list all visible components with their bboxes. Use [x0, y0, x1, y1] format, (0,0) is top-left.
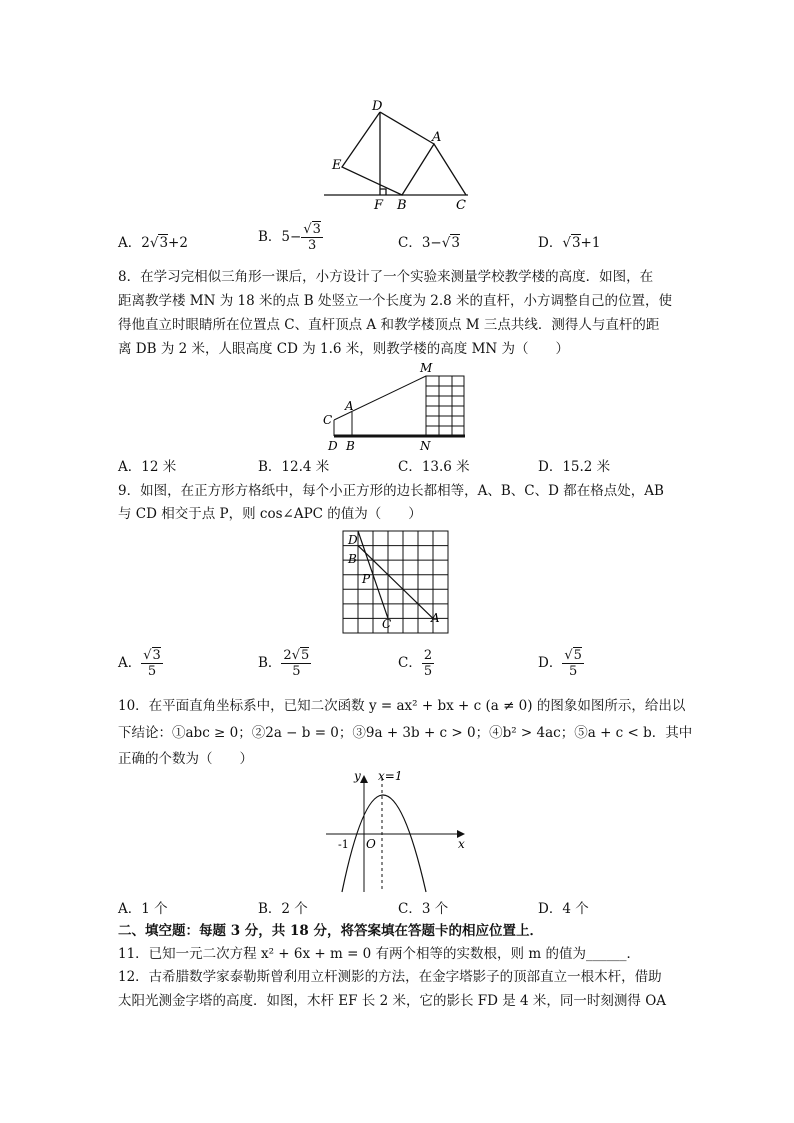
- section-2-heading: 二、填空题：每题 3 分，共 18 分，将答案填在答题卡的相应位置上．: [118, 923, 543, 939]
- label-d: D: [328, 439, 338, 453]
- q12-line-1: 12．古希腊数学家泰勒斯曾利用立杆测影的方法，在金字塔影子的顶部直立一根木杆，借助: [118, 969, 662, 985]
- label-a: A: [345, 399, 354, 413]
- label-d: D: [348, 533, 358, 547]
- q9-option-a: A． $\frac{√3}{5}$: [118, 648, 161, 679]
- q10-line-3: 正确的个数为（ ）: [118, 751, 253, 767]
- q7-option-a: A．2√3+2: [118, 235, 188, 251]
- label-b: B: [348, 552, 357, 566]
- label-c: C: [456, 198, 466, 213]
- label-b: B: [346, 439, 355, 453]
- q10-line-2: 下结论：①abc ≥ 0；②2a − b = 0；③9a + 3b + c > 0；④b² > 4ac；⑤a + c < b．其中: [118, 725, 693, 741]
- label-o: O: [366, 837, 376, 851]
- q7-option-d: D．√3+1: [538, 235, 601, 251]
- label-m: M: [420, 361, 433, 375]
- q8-option-a: A．12 米: [118, 459, 177, 475]
- q10-figure: [322, 768, 472, 898]
- label-c: C: [382, 617, 392, 631]
- label-a: A: [432, 130, 442, 145]
- label-b: B: [397, 198, 407, 213]
- q8-line-2: 距离教学楼 MN 为 18 米的点 B 处竖立一个长度为 2.8 米的直杆，小方调整自己的位置，使: [118, 293, 673, 309]
- q8-line-4: 离 DB 为 2 米，人眼高度 CD 为 1.6 米，则教学楼的高度 MN 为（ ）: [118, 341, 570, 357]
- label-c: C: [323, 413, 333, 427]
- q8-figure: [318, 360, 470, 454]
- label-f: F: [374, 198, 384, 213]
- label-y: y: [354, 769, 361, 783]
- q9-option-d: D． $\frac{√5}{5}$: [538, 648, 582, 679]
- label-e: E: [332, 158, 342, 173]
- q9-option-c: C． $\frac{2}{5}$: [398, 648, 433, 679]
- label-n: N: [420, 439, 431, 453]
- q10-option-c: C．3 个: [398, 901, 449, 917]
- label-d: D: [372, 99, 383, 114]
- q11-text: 11．已知一元二次方程 x² + 6x + m = 0 有两个相等的实数根，则 m 的值为______．: [118, 946, 640, 962]
- label-x: x: [458, 837, 465, 851]
- label-p: P: [362, 572, 371, 586]
- label-x-eq-1: x=1: [378, 769, 403, 783]
- q9-option-b: B． $\frac{2√5}{5}$: [258, 648, 310, 679]
- q9-line-1: 9．如图，在正方形方格纸中，每个小正方形的边长都相等，A、B、C、D 都在格点处，AB: [118, 483, 664, 499]
- q7-figure: [320, 95, 480, 213]
- q10-option-d: D．4 个: [538, 901, 589, 917]
- q8-option-d: D．15.2 米: [538, 459, 611, 475]
- q8-line-3: 得他直立时眼睛所在位置点 C、直杆顶点 A 和教学楼顶点 M 三点共线．测得人与直杆的距: [118, 317, 660, 333]
- q10-option-a: A．1 个: [118, 901, 168, 917]
- q7-option-c: C．3−√3: [398, 235, 460, 251]
- q8-option-b: B．12.4 米: [258, 459, 330, 475]
- q10-line-1: 10．在平面直角坐标系中，已知二次函数 y = ax² + bx + c (a ≠ 0) 的图象如图所示，给出以: [118, 698, 686, 714]
- label-a: A: [431, 611, 440, 625]
- q8-option-c: C．13.6 米: [398, 459, 470, 475]
- q10-option-b: B．2 个: [258, 901, 308, 917]
- q12-line-2: 太阳光测金字塔的高度．如图，木杆 EF 长 2 米，它的影长 FD 是 4 米，同一时刻测得 OA: [118, 993, 667, 1009]
- q9-line-2: 与 CD 相交于点 P，则 cos∠APC 的值为（ ）: [118, 506, 422, 522]
- q8-line-1: 8．在学习完相似三角形一课后，小方设计了一个实验来测量学校教学楼的高度．如图，在: [118, 269, 654, 285]
- q7-option-b: B．5− $\frac{√3}{3}$: [258, 222, 321, 253]
- q9-figure: [340, 528, 454, 636]
- label-neg1: -1: [338, 838, 349, 851]
